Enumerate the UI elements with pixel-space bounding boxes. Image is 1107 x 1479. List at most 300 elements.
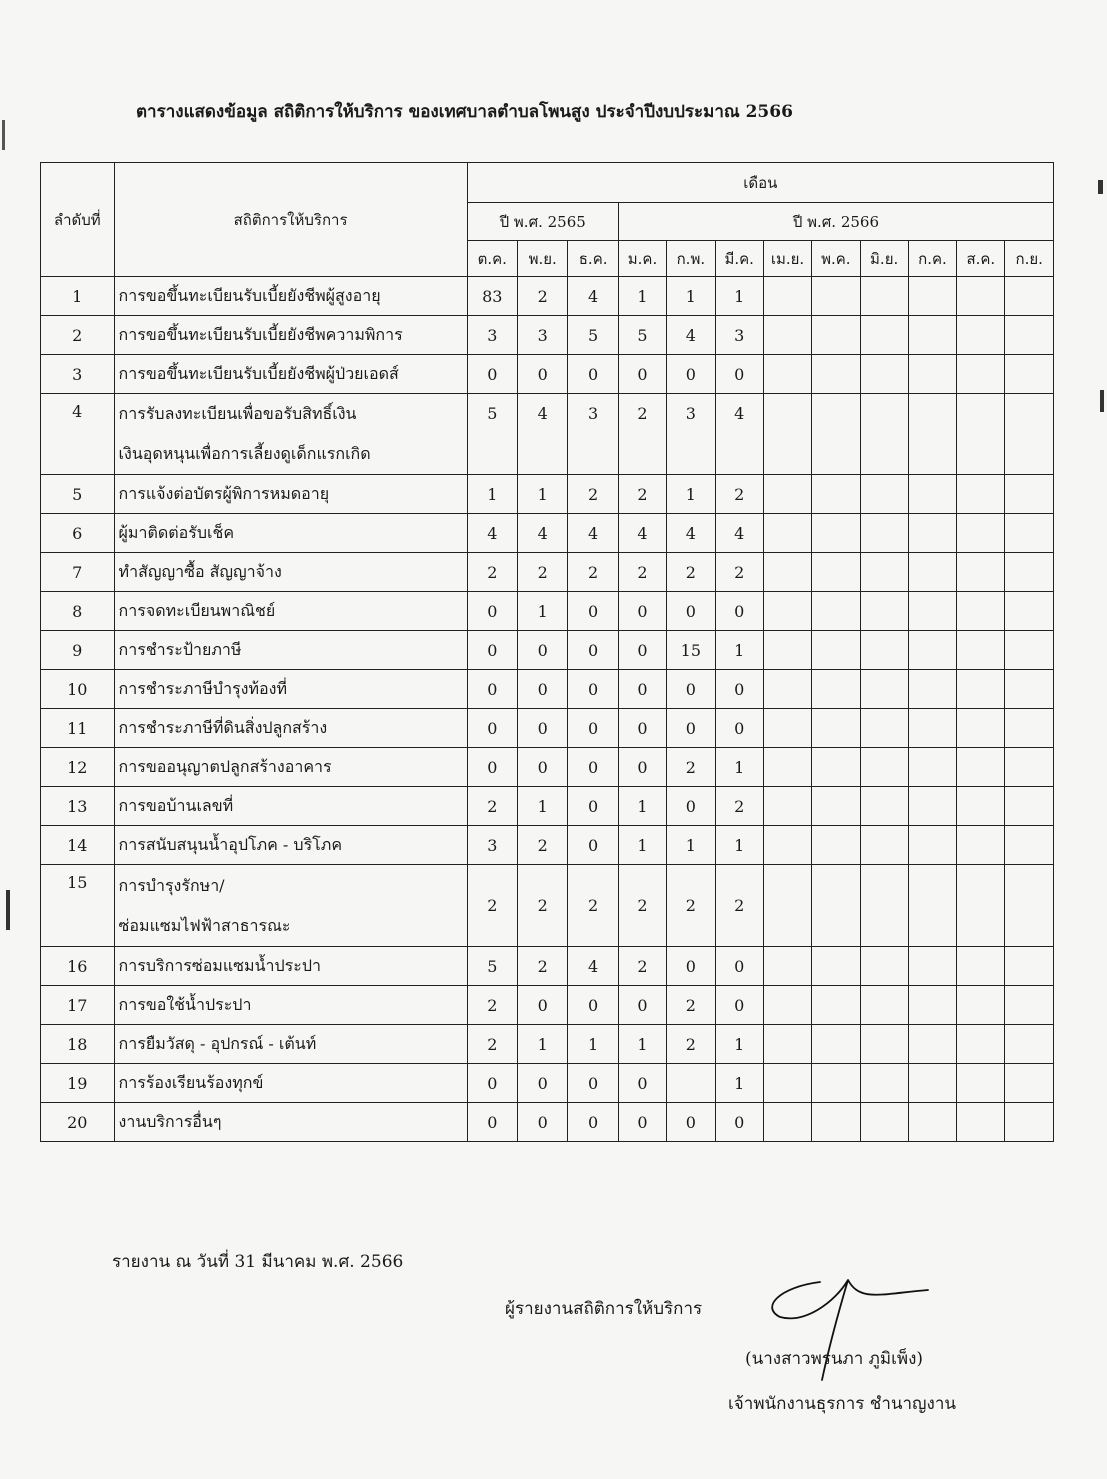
- table-row: [41, 1025, 1054, 1064]
- margin-scan-mark: [2, 120, 5, 150]
- month-value: 4: [618, 514, 666, 553]
- month-value: 0: [518, 1103, 568, 1142]
- header-year-2565: ปี พ.ศ. 2565: [467, 203, 618, 241]
- month-value: [1005, 631, 1054, 670]
- service-name: [114, 709, 467, 748]
- month-value: [860, 1064, 908, 1103]
- month-value: [908, 592, 956, 631]
- month-value: 2: [618, 475, 666, 514]
- month-value: 0: [568, 592, 618, 631]
- month-value: [1005, 514, 1054, 553]
- month-value: [957, 355, 1005, 394]
- table-row: [41, 947, 1054, 986]
- row-number: 14: [41, 826, 115, 865]
- month-value: 3: [568, 394, 618, 475]
- month-value: [957, 787, 1005, 826]
- month-value: 4: [715, 514, 763, 553]
- month-value: 0: [618, 592, 666, 631]
- service-name-line: การบริการซ่อมแซมน้ำประปา: [118, 955, 321, 975]
- month-value: [860, 670, 908, 709]
- month-value: 0: [667, 592, 715, 631]
- month-value: 0: [715, 670, 763, 709]
- header-month: ก.ย.: [1005, 241, 1054, 277]
- month-value: [1005, 865, 1054, 947]
- month-value: [957, 514, 1005, 553]
- service-name: [114, 748, 467, 787]
- month-value: 2: [568, 475, 618, 514]
- month-value: 0: [667, 787, 715, 826]
- month-value: [763, 514, 811, 553]
- month-value: 2: [467, 553, 517, 592]
- header-month: ส.ค.: [957, 241, 1005, 277]
- month-value: [1005, 670, 1054, 709]
- month-value: [860, 631, 908, 670]
- header-month: พ.ค.: [812, 241, 860, 277]
- service-name-line: การจดทะเบียนพาณิชย์: [118, 600, 276, 620]
- month-value: [908, 826, 956, 865]
- service-name-line: ซ่อมแซมไฟฟ้าสาธารณะ: [118, 915, 291, 935]
- month-value: [860, 277, 908, 316]
- month-value: [1005, 947, 1054, 986]
- month-value: 0: [618, 1103, 666, 1142]
- month-value: [957, 670, 1005, 709]
- row-number: 5: [41, 475, 115, 514]
- month-value: [860, 394, 908, 475]
- month-value: 0: [667, 709, 715, 748]
- month-value: 1: [618, 787, 666, 826]
- month-value: 0: [568, 355, 618, 394]
- month-value: 0: [618, 355, 666, 394]
- month-value: [908, 947, 956, 986]
- month-value: [908, 394, 956, 475]
- month-value: [908, 1025, 956, 1064]
- month-value: [763, 986, 811, 1025]
- table-row: [41, 514, 1054, 553]
- month-value: [812, 355, 860, 394]
- month-value: 0: [518, 1064, 568, 1103]
- service-name: [114, 670, 467, 709]
- table-row: [41, 986, 1054, 1025]
- month-value: 0: [715, 592, 763, 631]
- month-value: 0: [518, 355, 568, 394]
- month-value: 0: [618, 1064, 666, 1103]
- month-value: [957, 475, 1005, 514]
- month-value: [812, 1064, 860, 1103]
- month-value: [860, 1103, 908, 1142]
- month-value: [908, 670, 956, 709]
- month-value: [1005, 1064, 1054, 1103]
- month-value: [860, 514, 908, 553]
- month-value: 3: [467, 826, 517, 865]
- month-value: [908, 514, 956, 553]
- month-value: 0: [715, 355, 763, 394]
- month-value: [908, 277, 956, 316]
- service-name-line: การขอขึ้นทะเบียนรับเบี้ยยังชีพผู้สูงอายุ: [118, 285, 381, 305]
- service-name-line: การชำระป้ายภาษี: [118, 639, 242, 659]
- month-value: 0: [467, 592, 517, 631]
- month-value: [957, 986, 1005, 1025]
- month-value: 0: [667, 355, 715, 394]
- row-number: 6: [41, 514, 115, 553]
- month-value: 0: [618, 986, 666, 1025]
- month-value: 1: [518, 787, 568, 826]
- month-value: 2: [715, 787, 763, 826]
- service-name: [114, 553, 467, 592]
- month-value: 0: [667, 670, 715, 709]
- month-value: [812, 592, 860, 631]
- month-value: [957, 1103, 1005, 1142]
- table-row: [41, 670, 1054, 709]
- row-number: 8: [41, 592, 115, 631]
- service-name-line: การขอขึ้นทะเบียนรับเบี้ยยังชีพความพิการ: [118, 324, 403, 344]
- header-month: ก.พ.: [667, 241, 715, 277]
- month-value: [763, 787, 811, 826]
- month-value: [1005, 1025, 1054, 1064]
- month-value: 0: [715, 986, 763, 1025]
- month-value: [908, 865, 956, 947]
- month-value: 2: [618, 553, 666, 592]
- month-value: 1: [568, 1025, 618, 1064]
- month-value: 0: [568, 748, 618, 787]
- month-value: 2: [618, 947, 666, 986]
- table-row: [41, 709, 1054, 748]
- month-value: 0: [568, 826, 618, 865]
- month-value: 4: [467, 514, 517, 553]
- month-value: [908, 787, 956, 826]
- table-row: [41, 277, 1054, 316]
- month-value: 0: [568, 986, 618, 1025]
- service-name-line: การสนับสนุนน้ำอุปโภค - บริโภค: [118, 834, 343, 854]
- month-value: 0: [518, 709, 568, 748]
- month-value: 2: [667, 553, 715, 592]
- service-name-line: การชำระภาษีบำรุงท้องที่: [118, 678, 287, 698]
- month-value: 0: [618, 631, 666, 670]
- table-row: [41, 1064, 1054, 1103]
- month-value: [1005, 592, 1054, 631]
- month-value: [860, 709, 908, 748]
- service-name: [114, 1064, 467, 1103]
- table-row: [41, 553, 1054, 592]
- reporter-label: ผู้รายงานสถิติการให้บริการ: [505, 1299, 703, 1319]
- month-value: [763, 1025, 811, 1064]
- month-value: [1005, 986, 1054, 1025]
- month-value: [812, 787, 860, 826]
- month-value: 0: [467, 709, 517, 748]
- month-value: [763, 947, 811, 986]
- month-value: 5: [467, 394, 517, 475]
- service-name: [114, 1025, 467, 1064]
- month-value: [908, 1064, 956, 1103]
- month-value: [763, 631, 811, 670]
- service-name: [114, 475, 467, 514]
- row-number: 2: [41, 316, 115, 355]
- month-value: [812, 553, 860, 592]
- service-name: [114, 986, 467, 1025]
- month-value: [763, 826, 811, 865]
- month-value: [763, 1064, 811, 1103]
- month-value: 2: [518, 277, 568, 316]
- month-value: [957, 947, 1005, 986]
- service-name-line: การแจ้งต่อบัตรผู้พิการหมดอายุ: [118, 483, 330, 503]
- service-name: [114, 316, 467, 355]
- month-value: 2: [518, 553, 568, 592]
- row-number: 16: [41, 947, 115, 986]
- month-value: [1005, 316, 1054, 355]
- month-value: 15: [667, 631, 715, 670]
- month-value: 1: [467, 475, 517, 514]
- month-value: [1005, 475, 1054, 514]
- month-value: [763, 277, 811, 316]
- month-value: 0: [467, 670, 517, 709]
- month-value: [1005, 277, 1054, 316]
- statistics-table: [40, 162, 1054, 1142]
- month-value: 1: [715, 1025, 763, 1064]
- month-value: 2: [715, 475, 763, 514]
- header-month: ธ.ค.: [568, 241, 618, 277]
- row-number: 15: [41, 865, 115, 947]
- header-month: ม.ค.: [618, 241, 666, 277]
- row-number: 7: [41, 553, 115, 592]
- month-value: [860, 787, 908, 826]
- month-value: [812, 748, 860, 787]
- month-value: 1: [667, 826, 715, 865]
- service-name-line: การยืมวัสดุ - อุปกรณ์ - เต้นท์: [118, 1033, 317, 1053]
- month-value: 1: [715, 826, 763, 865]
- service-name: [114, 787, 467, 826]
- month-value: 0: [568, 1103, 618, 1142]
- month-value: [957, 394, 1005, 475]
- month-value: [860, 1025, 908, 1064]
- month-value: 1: [618, 826, 666, 865]
- month-value: [860, 355, 908, 394]
- statistics-body: [41, 277, 1054, 1142]
- service-name: [114, 592, 467, 631]
- row-number: 19: [41, 1064, 115, 1103]
- table-row: [41, 748, 1054, 787]
- month-value: [812, 1103, 860, 1142]
- month-value: [812, 514, 860, 553]
- month-value: 0: [467, 748, 517, 787]
- month-value: [908, 475, 956, 514]
- month-value: 1: [618, 277, 666, 316]
- header-no: ลำดับที่: [41, 163, 115, 277]
- month-value: [860, 475, 908, 514]
- month-value: [860, 316, 908, 355]
- month-value: 2: [518, 826, 568, 865]
- month-value: [812, 865, 860, 947]
- month-value: [957, 1025, 1005, 1064]
- month-value: 0: [518, 748, 568, 787]
- month-value: [763, 748, 811, 787]
- service-name-line: การขอขึ้นทะเบียนรับเบี้ยยังชีพผู้ป่วยเอดส์: [118, 363, 399, 383]
- month-value: 0: [518, 986, 568, 1025]
- month-value: 0: [467, 1103, 517, 1142]
- row-number: 10: [41, 670, 115, 709]
- month-value: 0: [715, 1103, 763, 1142]
- month-value: [763, 316, 811, 355]
- month-value: 0: [467, 1064, 517, 1103]
- table-row: [41, 631, 1054, 670]
- row-number: 11: [41, 709, 115, 748]
- month-value: 3: [667, 394, 715, 475]
- month-value: 2: [467, 787, 517, 826]
- month-value: 3: [715, 316, 763, 355]
- month-value: [763, 553, 811, 592]
- month-value: 1: [715, 748, 763, 787]
- month-value: 4: [568, 947, 618, 986]
- service-name-line: การรับลงทะเบียนเพื่อขอรับสิทธิ์เงิน: [118, 404, 357, 423]
- header-month: ก.ค.: [908, 241, 956, 277]
- month-value: [908, 316, 956, 355]
- month-value: 0: [568, 631, 618, 670]
- month-value: [763, 475, 811, 514]
- month-value: 4: [518, 514, 568, 553]
- month-value: [957, 277, 1005, 316]
- month-value: 0: [568, 709, 618, 748]
- header-month-group: เดือน: [467, 163, 1053, 203]
- month-value: [1005, 1103, 1054, 1142]
- service-name: [114, 394, 467, 475]
- month-value: 0: [715, 947, 763, 986]
- month-value: 2: [568, 865, 618, 947]
- month-value: [957, 553, 1005, 592]
- month-value: [763, 1103, 811, 1142]
- month-value: 2: [568, 553, 618, 592]
- month-value: 2: [518, 865, 568, 947]
- table-row: [41, 475, 1054, 514]
- month-value: 0: [467, 631, 517, 670]
- month-value: [957, 316, 1005, 355]
- month-value: [957, 631, 1005, 670]
- month-value: 2: [667, 865, 715, 947]
- month-value: 0: [618, 748, 666, 787]
- month-value: [860, 986, 908, 1025]
- header-month: มิ.ย.: [860, 241, 908, 277]
- margin-scan-mark: [6, 890, 10, 930]
- month-value: [860, 748, 908, 787]
- header-year-2566: ปี พ.ศ. 2566: [618, 203, 1053, 241]
- month-value: 0: [568, 787, 618, 826]
- service-name: [114, 1103, 467, 1142]
- month-value: 0: [568, 1064, 618, 1103]
- month-value: [908, 1103, 956, 1142]
- month-value: [812, 947, 860, 986]
- month-value: 4: [568, 277, 618, 316]
- month-value: [860, 826, 908, 865]
- month-value: [860, 865, 908, 947]
- month-value: 5: [467, 947, 517, 986]
- service-name-line: ทำสัญญาซื้อ สัญญาจ้าง: [118, 561, 282, 581]
- month-value: 2: [715, 553, 763, 592]
- month-value: [1005, 826, 1054, 865]
- month-value: 1: [518, 1025, 568, 1064]
- table-row: [41, 1103, 1054, 1142]
- month-value: [1005, 787, 1054, 826]
- service-name: [114, 947, 467, 986]
- month-value: [1005, 553, 1054, 592]
- month-value: [812, 316, 860, 355]
- service-name: [114, 631, 467, 670]
- month-value: [860, 592, 908, 631]
- month-value: 0: [518, 631, 568, 670]
- service-name-line: การขออนุญาตปลูกสร้างอาคาร: [118, 756, 332, 776]
- row-number: 18: [41, 1025, 115, 1064]
- month-value: 1: [667, 277, 715, 316]
- month-value: [908, 553, 956, 592]
- month-value: 2: [618, 394, 666, 475]
- row-number: 12: [41, 748, 115, 787]
- table-row: [41, 355, 1054, 394]
- header-month: ต.ค.: [467, 241, 517, 277]
- signer-name: (นางสาวพรนภา ภูมิเพ็ง): [745, 1349, 924, 1369]
- month-value: [957, 592, 1005, 631]
- table-row: [41, 787, 1054, 826]
- month-value: 1: [715, 631, 763, 670]
- report-date: รายงาน ณ วันที่ 31 มีนาคม พ.ศ. 2566: [112, 1252, 404, 1272]
- service-name-line: งานบริการอื่นๆ: [118, 1111, 222, 1131]
- month-value: [957, 1064, 1005, 1103]
- service-name: [114, 355, 467, 394]
- row-number: 13: [41, 787, 115, 826]
- margin-scan-mark: [1100, 390, 1104, 412]
- month-value: 2: [715, 865, 763, 947]
- service-name-line: เงินอุดหนุนเพื่อการเลี้ยงดูเด็กแรกเกิด: [118, 444, 371, 463]
- month-value: 2: [467, 1025, 517, 1064]
- month-value: [908, 986, 956, 1025]
- service-name-line: การชำระภาษีที่ดินสิ่งปลูกสร้าง: [118, 717, 328, 737]
- header-month: มี.ค.: [715, 241, 763, 277]
- row-number: 9: [41, 631, 115, 670]
- month-value: 4: [568, 514, 618, 553]
- service-name: [114, 277, 467, 316]
- month-value: [957, 865, 1005, 947]
- month-value: 1: [518, 592, 568, 631]
- month-value: [812, 475, 860, 514]
- month-value: 0: [618, 670, 666, 709]
- month-value: [812, 394, 860, 475]
- month-value: [763, 592, 811, 631]
- month-value: [1005, 748, 1054, 787]
- month-value: 4: [715, 394, 763, 475]
- month-value: [860, 947, 908, 986]
- month-value: 0: [667, 947, 715, 986]
- month-value: [908, 709, 956, 748]
- month-value: [957, 709, 1005, 748]
- month-value: [812, 709, 860, 748]
- table-row: [41, 826, 1054, 865]
- service-name: [114, 514, 467, 553]
- row-number: 17: [41, 986, 115, 1025]
- month-value: [908, 355, 956, 394]
- month-value: [763, 394, 811, 475]
- month-value: [763, 709, 811, 748]
- month-value: 3: [467, 316, 517, 355]
- month-value: 2: [667, 748, 715, 787]
- month-value: 0: [568, 670, 618, 709]
- month-value: 4: [667, 514, 715, 553]
- month-value: [1005, 394, 1054, 475]
- month-value: [957, 748, 1005, 787]
- month-value: 2: [667, 1025, 715, 1064]
- header-month: พ.ย.: [518, 241, 568, 277]
- month-value: [667, 1064, 715, 1103]
- month-value: 0: [518, 670, 568, 709]
- month-value: [812, 986, 860, 1025]
- month-value: 0: [618, 709, 666, 748]
- month-value: 1: [667, 475, 715, 514]
- month-value: [812, 631, 860, 670]
- service-name: [114, 826, 467, 865]
